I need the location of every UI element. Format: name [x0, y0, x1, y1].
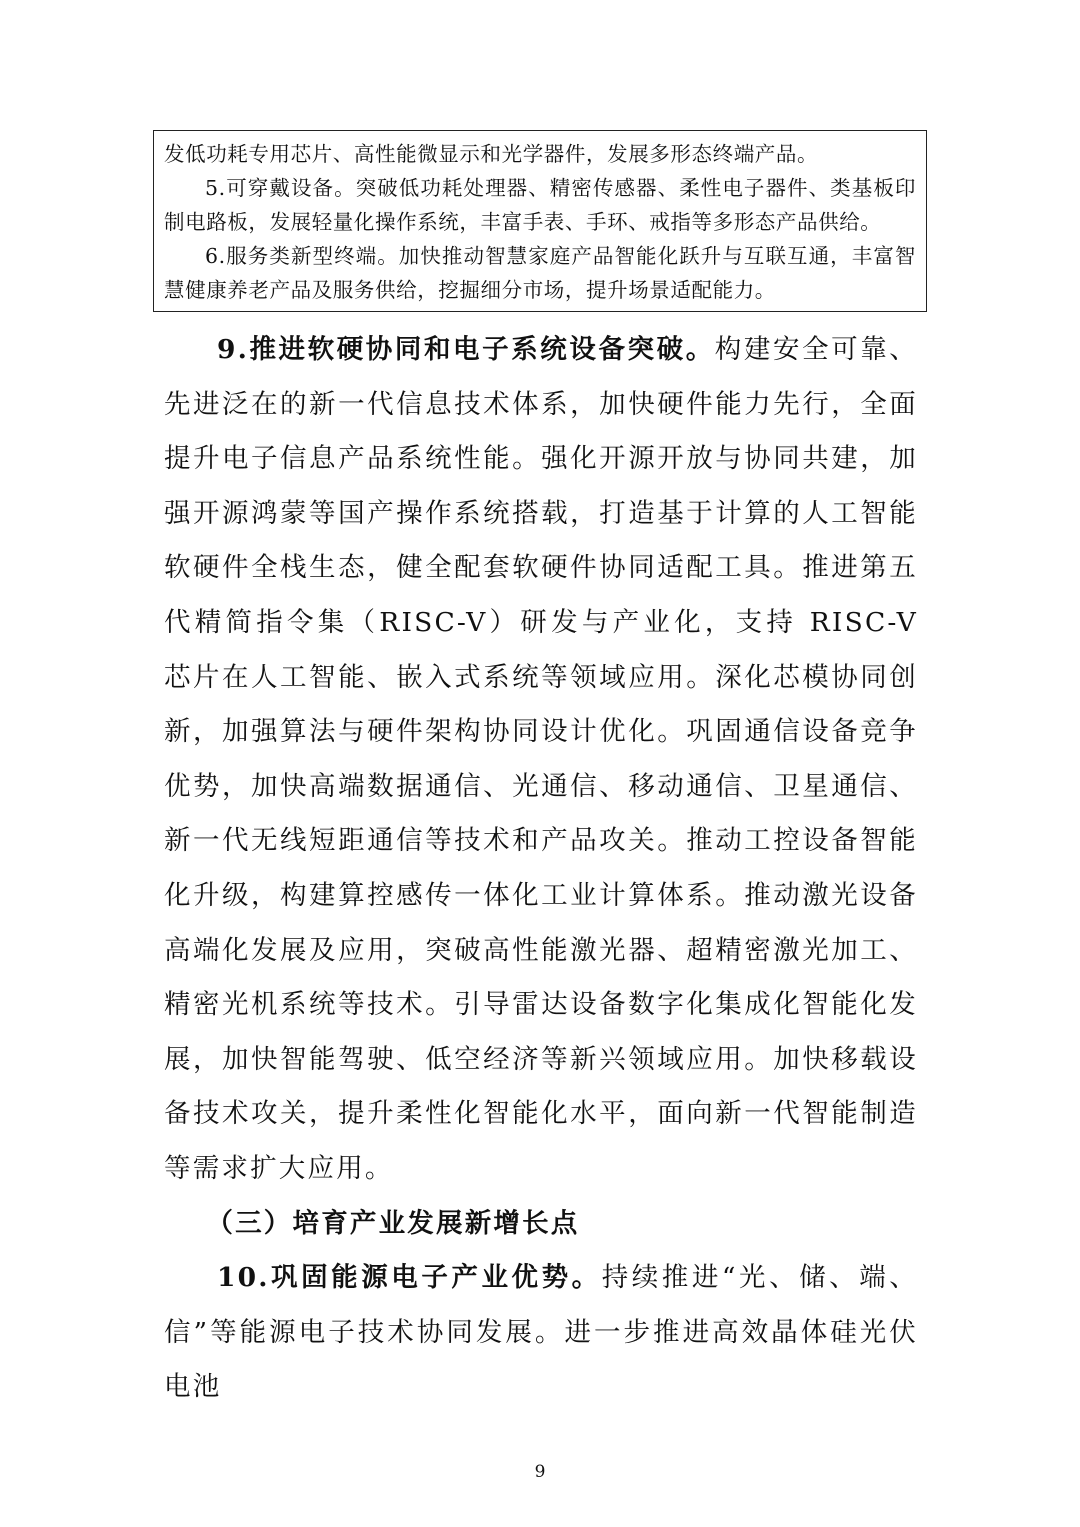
section-10-body: 持续推进“光、储、端、信”等能源电子技术协同发展。进一步推进高效晶体硅光伏电池 — [164, 1262, 919, 1403]
main-text — [164, 323, 918, 1415]
page-number: 9 — [534, 1462, 546, 1482]
box-item-service-terminals: 6.服务类新型终端。加快推动智慧家庭产品智能化跃升与互联互通，丰富智慧健康养老产品及服务供给，挖掘细分市场，提升场景适配能力。 — [164, 244, 916, 302]
box-item-wearable-devices: 5.可穿戴设备。突破低功耗处理器、精密传感器、柔性电子器件、类基板印制电路板，发展轻量化操作系统，丰富手表、手环、戒指等多形态产品供给。 — [164, 176, 916, 234]
boxed-excerpt — [153, 130, 927, 312]
section-9-heading: 9.推进软硬协同和电子系统设备突破。 — [217, 334, 715, 365]
box-continuation-line: 发低功耗专用芯片、高性能微显示和光学器件，发展多形态终端产品。 — [164, 142, 819, 166]
section-10-heading: 10.巩固能源电子产业优势。 — [217, 1262, 602, 1294]
section-9-body: 构建安全可靠、先进泛在的新一代信息技术体系，加快硬件能力先行，全面提升电子信息产品系统性能。强化开源开放与协同共建，加强开源鸿蒙等国产操作系统搭载，打造基于计算的人工智能软硬件全栈生态，健全配套软硬件协同适配工具。推进第五代精简指令集（RISC-V）研发与产业化，支持 RISC-V 芯片在人工智能、嵌入式系统等领域应用。深化芯模协同创新，加强算法与硬件架构协同设计优化。巩固通信设备竞争优势，加快高端数据通信、光通信、移动通信、卫星通信、新一代无线短距通信等技术和产品攻关。推动工控设备智能化升级，构建算控感传一体化工业计算体系。推动激光设备高端化发展及应用，突破高性能激光器、超精密激光加工、精密光机系统等技术。引导雷达设备数字化集成化智能化发展，加快智能驾驶、低空经济等新兴领域应用。加快移载设备技术攻关，提升柔性化智能化水平，面向新一代智能制造等需求扩大应用。 — [164, 334, 918, 1184]
section-9-paragraph — [164, 323, 918, 1197]
subsection-3-heading: （三）培育产业发展新增长点 — [206, 1207, 580, 1239]
section-10-paragraph — [164, 1251, 918, 1415]
